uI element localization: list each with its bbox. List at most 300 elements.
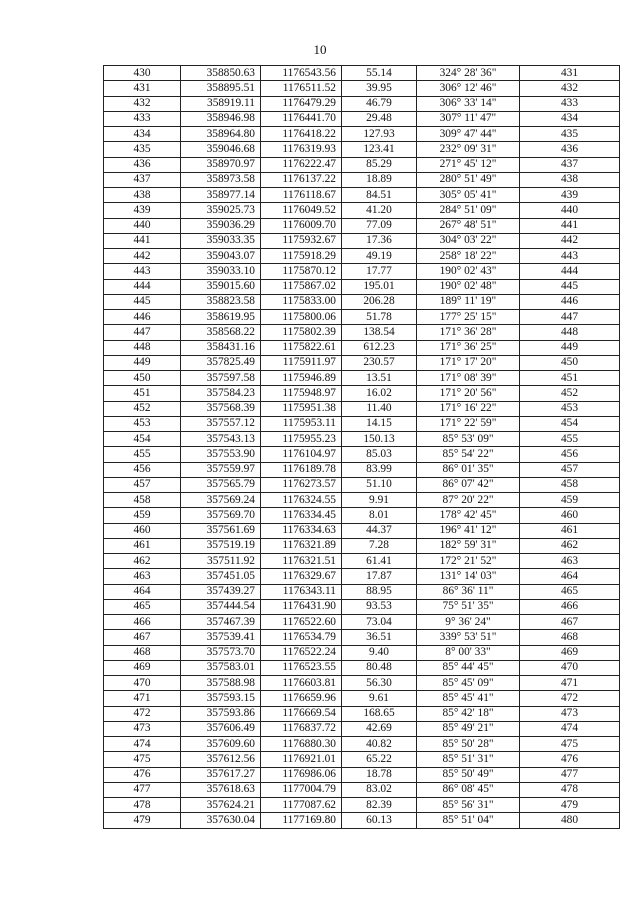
next-point-cell: 450 bbox=[520, 355, 620, 370]
table-row bbox=[104, 432, 620, 447]
next-point-cell: 449 bbox=[520, 340, 620, 355]
next-point-cell: 431 bbox=[520, 66, 620, 81]
x-coordinate-cell: 359046.68 bbox=[181, 142, 261, 157]
distance-cell: 82.39 bbox=[342, 798, 417, 813]
y-coordinate-cell: 1176118.67 bbox=[261, 188, 342, 203]
distance-cell: 61.41 bbox=[342, 554, 417, 569]
distance-cell: 16.02 bbox=[342, 386, 417, 401]
x-coordinate-cell: 357617.27 bbox=[181, 767, 261, 782]
distance-cell: 65.22 bbox=[342, 752, 417, 767]
distance-cell: 18.78 bbox=[342, 767, 417, 782]
table-row bbox=[104, 142, 620, 157]
next-point-cell: 434 bbox=[520, 111, 620, 126]
distance-cell: 77.09 bbox=[342, 218, 417, 233]
x-coordinate-cell: 357559.97 bbox=[181, 462, 261, 477]
bearing-angle-cell: 171° 17' 20" bbox=[417, 355, 520, 370]
next-point-cell: 436 bbox=[520, 142, 620, 157]
next-point-cell: 474 bbox=[520, 721, 620, 736]
table-row bbox=[104, 279, 620, 294]
y-coordinate-cell: 1176319.93 bbox=[261, 142, 342, 157]
point-number-cell: 478 bbox=[104, 798, 181, 813]
table-row bbox=[104, 767, 620, 782]
table-row bbox=[104, 371, 620, 386]
table-row bbox=[104, 508, 620, 523]
distance-cell: 206.28 bbox=[342, 294, 417, 309]
point-number-cell: 439 bbox=[104, 203, 181, 218]
next-point-cell: 469 bbox=[520, 645, 620, 660]
point-number-cell: 467 bbox=[104, 630, 181, 645]
x-coordinate-cell: 357624.21 bbox=[181, 798, 261, 813]
point-number-cell: 438 bbox=[104, 188, 181, 203]
point-number-cell: 455 bbox=[104, 447, 181, 462]
bearing-angle-cell: 171° 20' 56" bbox=[417, 386, 520, 401]
y-coordinate-cell: 1176441.70 bbox=[261, 111, 342, 126]
next-point-cell: 460 bbox=[520, 508, 620, 523]
distance-cell: 36.51 bbox=[342, 630, 417, 645]
point-number-cell: 470 bbox=[104, 676, 181, 691]
table-row bbox=[104, 203, 620, 218]
table-row bbox=[104, 447, 620, 462]
next-point-cell: 470 bbox=[520, 660, 620, 675]
y-coordinate-cell: 1175948.97 bbox=[261, 386, 342, 401]
distance-cell: 17.77 bbox=[342, 264, 417, 279]
distance-cell: 13.51 bbox=[342, 371, 417, 386]
distance-cell: 17.36 bbox=[342, 233, 417, 248]
table-row bbox=[104, 782, 620, 797]
point-number-cell: 472 bbox=[104, 706, 181, 721]
y-coordinate-cell: 1175822.61 bbox=[261, 340, 342, 355]
point-number-cell: 440 bbox=[104, 218, 181, 233]
next-point-cell: 458 bbox=[520, 477, 620, 492]
x-coordinate-cell: 357444.54 bbox=[181, 599, 261, 614]
y-coordinate-cell: 1176837.72 bbox=[261, 721, 342, 736]
table-row bbox=[104, 401, 620, 416]
next-point-cell: 451 bbox=[520, 371, 620, 386]
y-coordinate-cell: 1176009.70 bbox=[261, 218, 342, 233]
next-point-cell: 475 bbox=[520, 737, 620, 752]
distance-cell: 138.54 bbox=[342, 325, 417, 340]
x-coordinate-cell: 358970.97 bbox=[181, 157, 261, 172]
bearing-angle-cell: 304° 03' 22" bbox=[417, 233, 520, 248]
y-coordinate-cell: 1176049.52 bbox=[261, 203, 342, 218]
point-number-cell: 453 bbox=[104, 416, 181, 431]
x-coordinate-cell: 357553.90 bbox=[181, 447, 261, 462]
next-point-cell: 432 bbox=[520, 81, 620, 96]
distance-cell: 49.19 bbox=[342, 249, 417, 264]
distance-cell: 230.57 bbox=[342, 355, 417, 370]
y-coordinate-cell: 1175955.23 bbox=[261, 432, 342, 447]
point-number-cell: 431 bbox=[104, 81, 181, 96]
distance-cell: 612.23 bbox=[342, 340, 417, 355]
table-row bbox=[104, 615, 620, 630]
x-coordinate-cell: 357565.79 bbox=[181, 477, 261, 492]
table-row bbox=[104, 188, 620, 203]
point-number-cell: 473 bbox=[104, 721, 181, 736]
distance-cell: 9.40 bbox=[342, 645, 417, 660]
table-row bbox=[104, 630, 620, 645]
bearing-angle-cell: 305° 05' 41" bbox=[417, 188, 520, 203]
point-number-cell: 432 bbox=[104, 96, 181, 111]
y-coordinate-cell: 1175911.97 bbox=[261, 355, 342, 370]
x-coordinate-cell: 357519.19 bbox=[181, 538, 261, 553]
y-coordinate-cell: 1176343.11 bbox=[261, 584, 342, 599]
x-coordinate-cell: 359033.35 bbox=[181, 233, 261, 248]
bearing-angle-cell: 131° 14' 03" bbox=[417, 569, 520, 584]
point-number-cell: 437 bbox=[104, 172, 181, 187]
distance-cell: 44.37 bbox=[342, 523, 417, 538]
distance-cell: 17.87 bbox=[342, 569, 417, 584]
point-number-cell: 459 bbox=[104, 508, 181, 523]
bearing-angle-cell: 196° 41' 12" bbox=[417, 523, 520, 538]
point-number-cell: 461 bbox=[104, 538, 181, 553]
next-point-cell: 466 bbox=[520, 599, 620, 614]
point-number-cell: 435 bbox=[104, 142, 181, 157]
distance-cell: 84.51 bbox=[342, 188, 417, 203]
x-coordinate-cell: 357573.70 bbox=[181, 645, 261, 660]
y-coordinate-cell: 1175833.00 bbox=[261, 294, 342, 309]
x-coordinate-cell: 357557.12 bbox=[181, 416, 261, 431]
bearing-angle-cell: 85° 56' 31" bbox=[417, 798, 520, 813]
y-coordinate-cell: 1176522.24 bbox=[261, 645, 342, 660]
table-row bbox=[104, 218, 620, 233]
table-row bbox=[104, 416, 620, 431]
next-point-cell: 440 bbox=[520, 203, 620, 218]
next-point-cell: 472 bbox=[520, 691, 620, 706]
distance-cell: 195.01 bbox=[342, 279, 417, 294]
bearing-angle-cell: 86° 07' 42" bbox=[417, 477, 520, 492]
bearing-angle-cell: 280° 51' 49" bbox=[417, 172, 520, 187]
point-number-cell: 464 bbox=[104, 584, 181, 599]
bearing-angle-cell: 85° 53' 09" bbox=[417, 432, 520, 447]
next-point-cell: 441 bbox=[520, 218, 620, 233]
distance-cell: 73.04 bbox=[342, 615, 417, 630]
point-number-cell: 443 bbox=[104, 264, 181, 279]
distance-cell: 9.61 bbox=[342, 691, 417, 706]
table-row bbox=[104, 721, 620, 736]
x-coordinate-cell: 357593.86 bbox=[181, 706, 261, 721]
bearing-angle-cell: 171° 22' 59" bbox=[417, 416, 520, 431]
x-coordinate-cell: 357618.63 bbox=[181, 782, 261, 797]
point-number-cell: 433 bbox=[104, 111, 181, 126]
y-coordinate-cell: 1177004.79 bbox=[261, 782, 342, 797]
y-coordinate-cell: 1176479.29 bbox=[261, 96, 342, 111]
x-coordinate-cell: 357511.92 bbox=[181, 554, 261, 569]
point-number-cell: 436 bbox=[104, 157, 181, 172]
x-coordinate-cell: 357569.70 bbox=[181, 508, 261, 523]
next-point-cell: 456 bbox=[520, 447, 620, 462]
next-point-cell: 459 bbox=[520, 493, 620, 508]
bearing-angle-cell: 75° 51' 35" bbox=[417, 599, 520, 614]
table-row bbox=[104, 157, 620, 172]
table-row bbox=[104, 584, 620, 599]
bearing-angle-cell: 271° 45' 12" bbox=[417, 157, 520, 172]
distance-cell: 83.02 bbox=[342, 782, 417, 797]
x-coordinate-cell: 357583.01 bbox=[181, 660, 261, 675]
bearing-angle-cell: 232° 09' 31" bbox=[417, 142, 520, 157]
x-coordinate-cell: 358568.22 bbox=[181, 325, 261, 340]
table-row bbox=[104, 798, 620, 813]
y-coordinate-cell: 1175918.29 bbox=[261, 249, 342, 264]
y-coordinate-cell: 1175946.89 bbox=[261, 371, 342, 386]
table-row bbox=[104, 310, 620, 325]
point-number-cell: 434 bbox=[104, 127, 181, 142]
point-number-cell: 430 bbox=[104, 66, 181, 81]
x-coordinate-cell: 357439.27 bbox=[181, 584, 261, 599]
x-coordinate-cell: 358895.51 bbox=[181, 81, 261, 96]
bearing-angle-cell: 85° 44' 45" bbox=[417, 660, 520, 675]
bearing-angle-cell: 177° 25' 15" bbox=[417, 310, 520, 325]
next-point-cell: 463 bbox=[520, 554, 620, 569]
distance-cell: 88.95 bbox=[342, 584, 417, 599]
table-row bbox=[104, 599, 620, 614]
distance-cell: 51.10 bbox=[342, 477, 417, 492]
next-point-cell: 447 bbox=[520, 310, 620, 325]
x-coordinate-cell: 357593.15 bbox=[181, 691, 261, 706]
y-coordinate-cell: 1176137.22 bbox=[261, 172, 342, 187]
table-row bbox=[104, 752, 620, 767]
y-coordinate-cell: 1176189.78 bbox=[261, 462, 342, 477]
bearing-angle-cell: 307° 11' 47" bbox=[417, 111, 520, 126]
table-row bbox=[104, 249, 620, 264]
y-coordinate-cell: 1175867.02 bbox=[261, 279, 342, 294]
distance-cell: 8.01 bbox=[342, 508, 417, 523]
bearing-angle-cell: 85° 51' 04" bbox=[417, 813, 520, 828]
table-row bbox=[104, 233, 620, 248]
point-number-cell: 446 bbox=[104, 310, 181, 325]
y-coordinate-cell: 1176104.97 bbox=[261, 447, 342, 462]
table-row bbox=[104, 386, 620, 401]
bearing-angle-cell: 324° 28' 36" bbox=[417, 66, 520, 81]
distance-cell: 42.69 bbox=[342, 721, 417, 736]
y-coordinate-cell: 1177169.80 bbox=[261, 813, 342, 828]
x-coordinate-cell: 357597.58 bbox=[181, 371, 261, 386]
table-row bbox=[104, 81, 620, 96]
x-coordinate-cell: 358973.58 bbox=[181, 172, 261, 187]
y-coordinate-cell: 1175951.38 bbox=[261, 401, 342, 416]
distance-cell: 18.89 bbox=[342, 172, 417, 187]
point-number-cell: 447 bbox=[104, 325, 181, 340]
x-coordinate-cell: 358431.16 bbox=[181, 340, 261, 355]
next-point-cell: 477 bbox=[520, 767, 620, 782]
distance-cell: 46.79 bbox=[342, 96, 417, 111]
next-point-cell: 452 bbox=[520, 386, 620, 401]
distance-cell: 83.99 bbox=[342, 462, 417, 477]
table-row bbox=[104, 569, 620, 584]
next-point-cell: 448 bbox=[520, 325, 620, 340]
bearing-angle-cell: 85° 50' 28" bbox=[417, 737, 520, 752]
bearing-angle-cell: 85° 51' 31" bbox=[417, 752, 520, 767]
table-row bbox=[104, 645, 620, 660]
y-coordinate-cell: 1176534.79 bbox=[261, 630, 342, 645]
next-point-cell: 433 bbox=[520, 96, 620, 111]
y-coordinate-cell: 1176511.52 bbox=[261, 81, 342, 96]
table-row bbox=[104, 493, 620, 508]
x-coordinate-cell: 358850.63 bbox=[181, 66, 261, 81]
bearing-angle-cell: 190° 02' 48" bbox=[417, 279, 520, 294]
table-row bbox=[104, 462, 620, 477]
distance-cell: 56.30 bbox=[342, 676, 417, 691]
table-row bbox=[104, 294, 620, 309]
y-coordinate-cell: 1177087.62 bbox=[261, 798, 342, 813]
x-coordinate-cell: 357569.24 bbox=[181, 493, 261, 508]
point-number-cell: 463 bbox=[104, 569, 181, 584]
y-coordinate-cell: 1176321.89 bbox=[261, 538, 342, 553]
y-coordinate-cell: 1176321.51 bbox=[261, 554, 342, 569]
next-point-cell: 453 bbox=[520, 401, 620, 416]
distance-cell: 80.48 bbox=[342, 660, 417, 675]
bearing-angle-cell: 86° 01' 35" bbox=[417, 462, 520, 477]
next-point-cell: 437 bbox=[520, 157, 620, 172]
y-coordinate-cell: 1175802.39 bbox=[261, 325, 342, 340]
table-row bbox=[104, 676, 620, 691]
bearing-angle-cell: 284° 51' 09" bbox=[417, 203, 520, 218]
point-number-cell: 451 bbox=[104, 386, 181, 401]
x-coordinate-cell: 357588.98 bbox=[181, 676, 261, 691]
point-number-cell: 448 bbox=[104, 340, 181, 355]
y-coordinate-cell: 1176921.01 bbox=[261, 752, 342, 767]
x-coordinate-cell: 358919.11 bbox=[181, 96, 261, 111]
bearing-angle-cell: 172° 21' 52" bbox=[417, 554, 520, 569]
table-row bbox=[104, 172, 620, 187]
point-number-cell: 441 bbox=[104, 233, 181, 248]
distance-cell: 93.53 bbox=[342, 599, 417, 614]
table-row bbox=[104, 96, 620, 111]
table-row bbox=[104, 111, 620, 126]
y-coordinate-cell: 1175800.06 bbox=[261, 310, 342, 325]
x-coordinate-cell: 357612.56 bbox=[181, 752, 261, 767]
next-point-cell: 438 bbox=[520, 172, 620, 187]
bearing-angle-cell: 86° 36' 11" bbox=[417, 584, 520, 599]
table-row bbox=[104, 538, 620, 553]
bearing-angle-cell: 190° 02' 43" bbox=[417, 264, 520, 279]
x-coordinate-cell: 358964.80 bbox=[181, 127, 261, 142]
next-point-cell: 468 bbox=[520, 630, 620, 645]
x-coordinate-cell: 357609.60 bbox=[181, 737, 261, 752]
x-coordinate-cell: 359025.73 bbox=[181, 203, 261, 218]
x-coordinate-cell: 357539.41 bbox=[181, 630, 261, 645]
bearing-angle-cell: 182° 59' 31" bbox=[417, 538, 520, 553]
y-coordinate-cell: 1175953.11 bbox=[261, 416, 342, 431]
x-coordinate-cell: 358823.58 bbox=[181, 294, 261, 309]
x-coordinate-cell: 357825.49 bbox=[181, 355, 261, 370]
bearing-angle-cell: 87° 20' 22" bbox=[417, 493, 520, 508]
table-row bbox=[104, 554, 620, 569]
x-coordinate-cell: 357543.13 bbox=[181, 432, 261, 447]
bearing-angle-cell: 86° 08' 45" bbox=[417, 782, 520, 797]
distance-cell: 168.65 bbox=[342, 706, 417, 721]
next-point-cell: 471 bbox=[520, 676, 620, 691]
y-coordinate-cell: 1176986.06 bbox=[261, 767, 342, 782]
point-number-cell: 469 bbox=[104, 660, 181, 675]
bearing-angle-cell: 85° 49' 21" bbox=[417, 721, 520, 736]
y-coordinate-cell: 1176523.55 bbox=[261, 660, 342, 675]
point-number-cell: 468 bbox=[104, 645, 181, 660]
bearing-angle-cell: 258° 18' 22" bbox=[417, 249, 520, 264]
distance-cell: 39.95 bbox=[342, 81, 417, 96]
y-coordinate-cell: 1176334.63 bbox=[261, 523, 342, 538]
bearing-angle-cell: 85° 42' 18" bbox=[417, 706, 520, 721]
next-point-cell: 465 bbox=[520, 584, 620, 599]
x-coordinate-cell: 357606.49 bbox=[181, 721, 261, 736]
next-point-cell: 457 bbox=[520, 462, 620, 477]
next-point-cell: 443 bbox=[520, 249, 620, 264]
y-coordinate-cell: 1176222.47 bbox=[261, 157, 342, 172]
table-row bbox=[104, 127, 620, 142]
table-row bbox=[104, 706, 620, 721]
next-point-cell: 446 bbox=[520, 294, 620, 309]
bearing-angle-cell: 171° 16' 22" bbox=[417, 401, 520, 416]
next-point-cell: 455 bbox=[520, 432, 620, 447]
distance-cell: 150.13 bbox=[342, 432, 417, 447]
distance-cell: 11.40 bbox=[342, 401, 417, 416]
next-point-cell: 454 bbox=[520, 416, 620, 431]
bearing-angle-cell: 267° 48' 51" bbox=[417, 218, 520, 233]
point-number-cell: 475 bbox=[104, 752, 181, 767]
distance-cell: 123.41 bbox=[342, 142, 417, 157]
coordinates-table bbox=[103, 65, 620, 829]
x-coordinate-cell: 357568.39 bbox=[181, 401, 261, 416]
bearing-angle-cell: 178° 42' 45" bbox=[417, 508, 520, 523]
bearing-angle-cell: 171° 36' 25" bbox=[417, 340, 520, 355]
next-point-cell: 473 bbox=[520, 706, 620, 721]
distance-cell: 41.20 bbox=[342, 203, 417, 218]
y-coordinate-cell: 1176659.96 bbox=[261, 691, 342, 706]
x-coordinate-cell: 357630.04 bbox=[181, 813, 261, 828]
table-row bbox=[104, 325, 620, 340]
table-row bbox=[104, 477, 620, 492]
y-coordinate-cell: 1176273.57 bbox=[261, 477, 342, 492]
x-coordinate-cell: 359033.10 bbox=[181, 264, 261, 279]
bearing-angle-cell: 9° 36' 24" bbox=[417, 615, 520, 630]
table-row bbox=[104, 340, 620, 355]
x-coordinate-cell: 358946.98 bbox=[181, 111, 261, 126]
point-number-cell: 476 bbox=[104, 767, 181, 782]
table-row bbox=[104, 660, 620, 675]
point-number-cell: 444 bbox=[104, 279, 181, 294]
y-coordinate-cell: 1176418.22 bbox=[261, 127, 342, 142]
table-row bbox=[104, 523, 620, 538]
point-number-cell: 465 bbox=[104, 599, 181, 614]
next-point-cell: 476 bbox=[520, 752, 620, 767]
next-point-cell: 442 bbox=[520, 233, 620, 248]
point-number-cell: 445 bbox=[104, 294, 181, 309]
y-coordinate-cell: 1176431.90 bbox=[261, 599, 342, 614]
y-coordinate-cell: 1176603.81 bbox=[261, 676, 342, 691]
y-coordinate-cell: 1176334.45 bbox=[261, 508, 342, 523]
table-row bbox=[104, 813, 620, 828]
next-point-cell: 480 bbox=[520, 813, 620, 828]
x-coordinate-cell: 359036.29 bbox=[181, 218, 261, 233]
bearing-angle-cell: 189° 11' 19" bbox=[417, 294, 520, 309]
page-number: 10 bbox=[313, 42, 327, 57]
y-coordinate-cell: 1176543.56 bbox=[261, 66, 342, 81]
point-number-cell: 479 bbox=[104, 813, 181, 828]
bearing-angle-cell: 8° 00' 33" bbox=[417, 645, 520, 660]
next-point-cell: 467 bbox=[520, 615, 620, 630]
distance-cell: 127.93 bbox=[342, 127, 417, 142]
point-number-cell: 450 bbox=[104, 371, 181, 386]
x-coordinate-cell: 358619.95 bbox=[181, 310, 261, 325]
point-number-cell: 442 bbox=[104, 249, 181, 264]
point-number-cell: 456 bbox=[104, 462, 181, 477]
distance-cell: 55.14 bbox=[342, 66, 417, 81]
next-point-cell: 478 bbox=[520, 782, 620, 797]
y-coordinate-cell: 1176880.30 bbox=[261, 737, 342, 752]
next-point-cell: 462 bbox=[520, 538, 620, 553]
y-coordinate-cell: 1176324.55 bbox=[261, 493, 342, 508]
x-coordinate-cell: 359015.60 bbox=[181, 279, 261, 294]
y-coordinate-cell: 1175932.67 bbox=[261, 233, 342, 248]
